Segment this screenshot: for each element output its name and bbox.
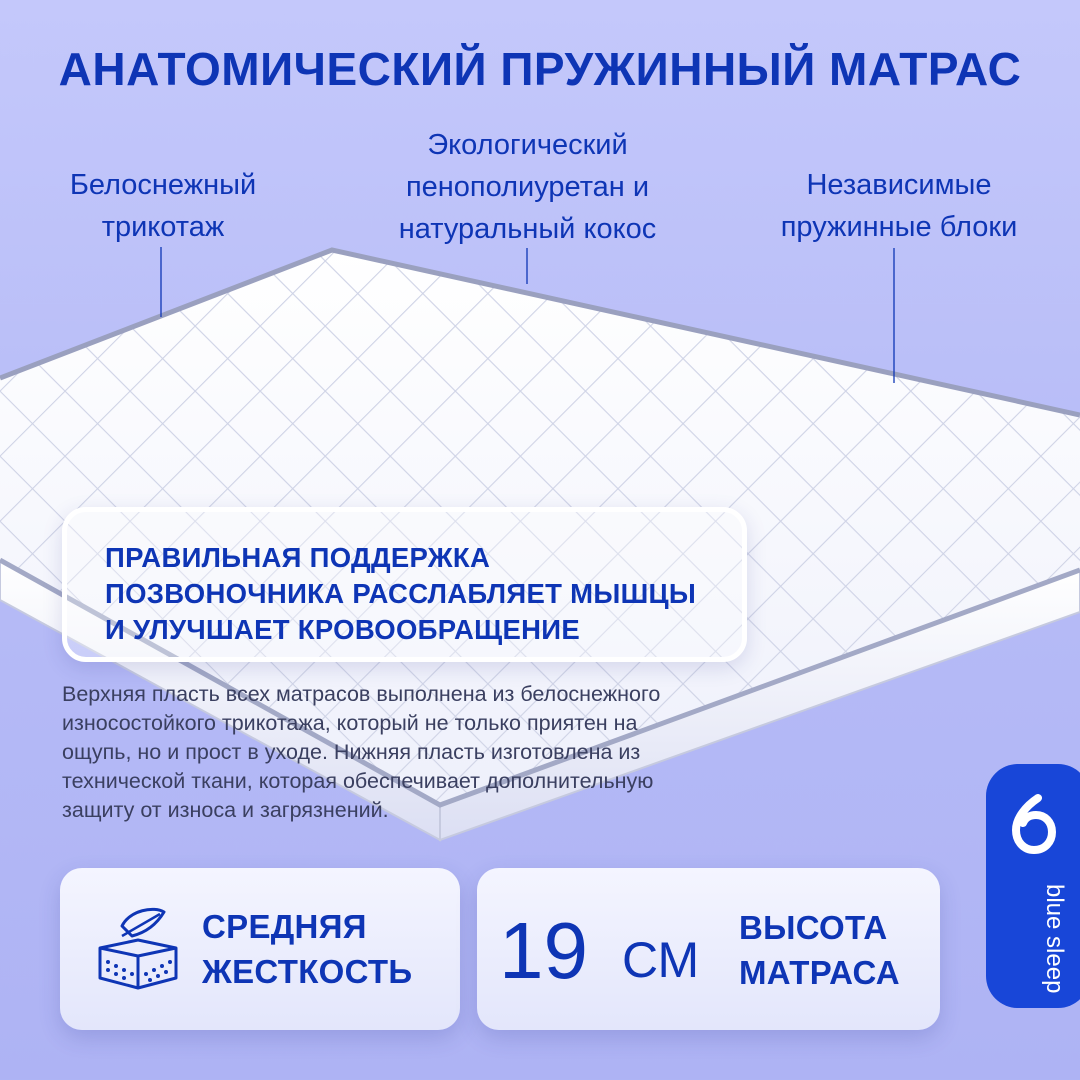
height-value: 19 <box>499 906 588 995</box>
feature-line: Белоснежный <box>69 169 257 201</box>
height-label <box>739 905 900 995</box>
leader-line-foam <box>526 248 528 284</box>
feature-line: пенополиуретан и <box>405 171 650 203</box>
firmness-label-line: СРЕДНЯЯ <box>202 908 367 945</box>
height-label-line: МАТРАСА <box>739 954 900 991</box>
description-text <box>62 680 822 825</box>
description-line: защиту от износа и загрязнений. <box>62 798 389 822</box>
description-line: технической ткани, которая обеспечивает дополнительную <box>62 769 654 793</box>
feature-springs-label <box>740 164 1058 248</box>
feature-line: пружинные блоки <box>780 211 1018 243</box>
page-title: АНАТОМИЧЕСКИЙ ПРУЖИННЫЙ МАТРАС <box>58 43 1022 95</box>
feature-line: трикотаж <box>101 211 225 243</box>
leader-line-knit <box>160 247 162 317</box>
firmness-label-line: ЖЕСТКОСТЬ <box>202 953 413 990</box>
leader-line-springs <box>893 248 895 383</box>
callout-line: И УЛУЧШАЕТ КРОВООБРАЩЕНИЕ <box>105 614 580 645</box>
callout-line: ПОЗВОНОЧНИКА РАССЛАБЛЯЕТ МЫШЦЫ <box>105 578 697 609</box>
description-line: ощупь, но и прост в уходе. Нижняя пласть изготовлена из <box>62 740 641 764</box>
height-card <box>477 868 940 1030</box>
feature-line: натуральный кокос <box>398 213 657 245</box>
brand-name: blue sleep <box>1041 884 1068 994</box>
feature-foam-label <box>355 124 700 250</box>
blue-sleep-logo-icon <box>1008 794 1060 854</box>
feature-line: Экологический <box>427 129 628 161</box>
feature-line: Независимые <box>806 169 992 201</box>
feature-knit-label <box>18 164 308 248</box>
height-unit: СМ <box>622 932 700 988</box>
description-line: износостойкого трикотажа, который не только приятен на <box>62 711 638 735</box>
mattress-feather-icon <box>92 904 184 996</box>
description-line: Верхняя пласть всех матрасов выполнена из белоснежного <box>62 682 661 706</box>
firmness-card <box>60 868 460 1030</box>
firmness-label <box>202 904 412 994</box>
brand-badge <box>986 764 1080 1008</box>
benefit-callout <box>62 507 747 662</box>
callout-line: ПРАВИЛЬНАЯ ПОДДЕРЖКА <box>105 542 491 573</box>
height-label-line: ВЫСОТА <box>739 909 888 946</box>
